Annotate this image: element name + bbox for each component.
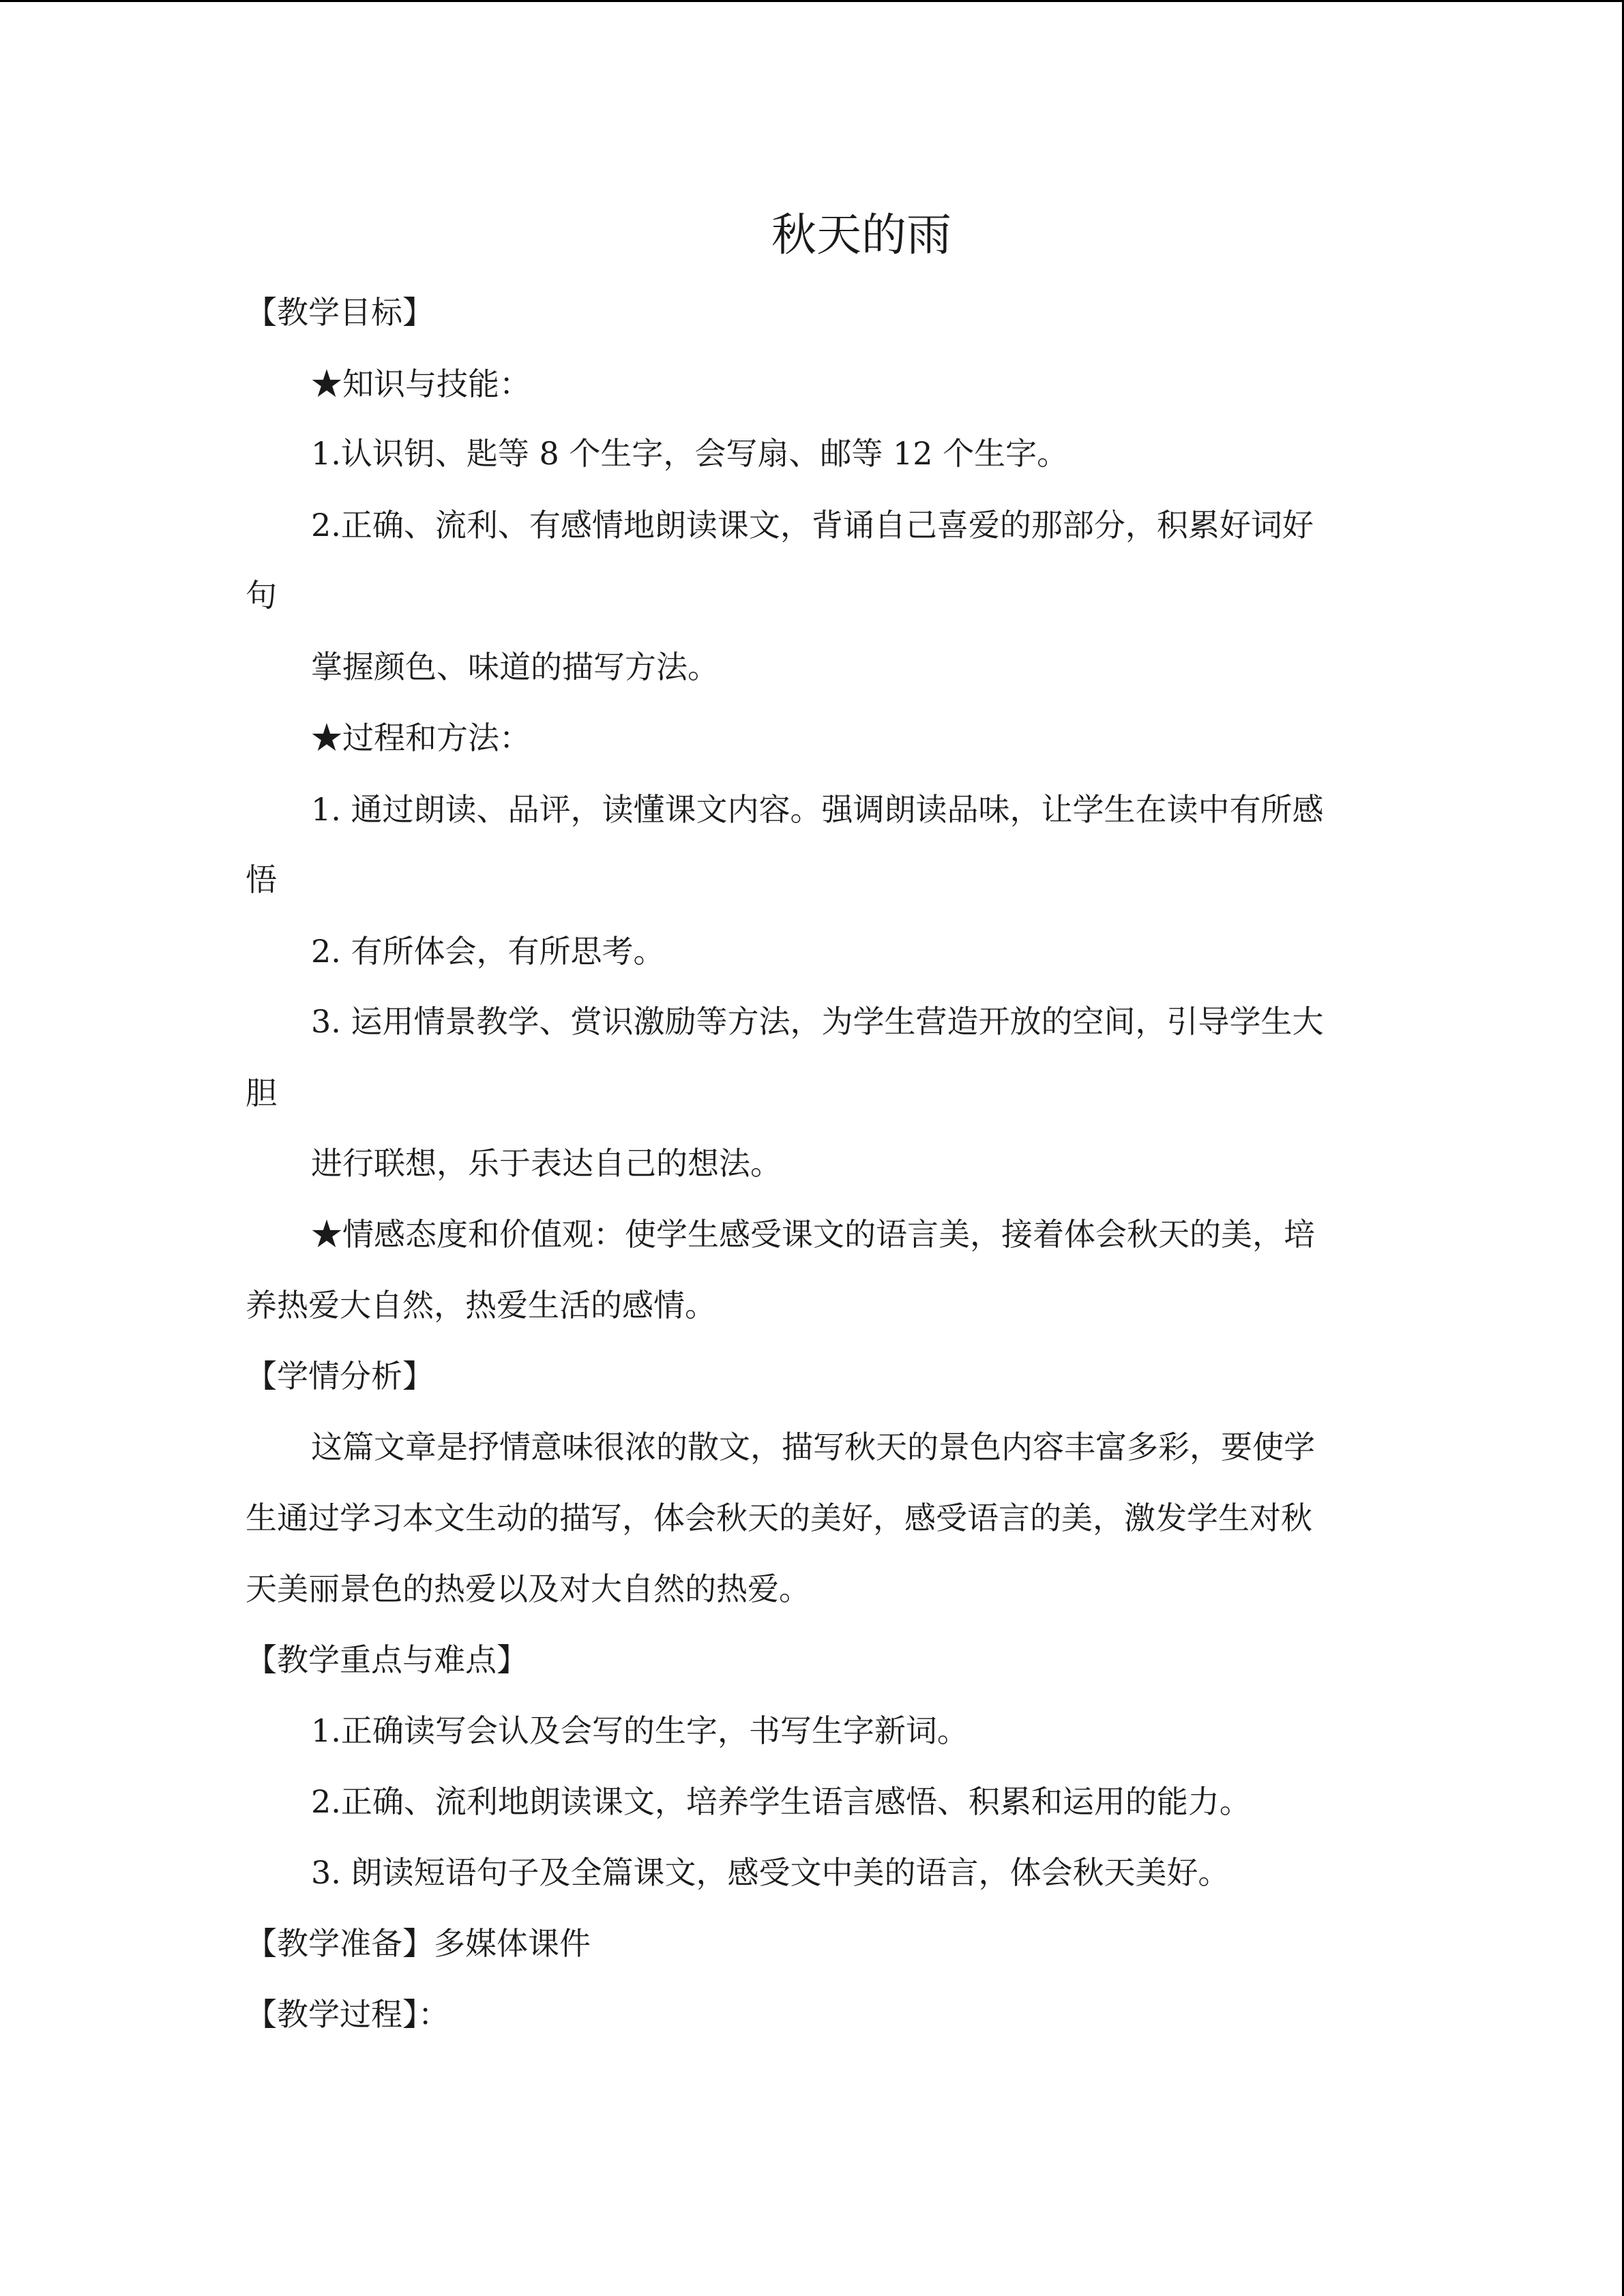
goal-item-continuation: 悟: [246, 861, 277, 898]
key-point-item: 3. 朗读短语句子及全篇课文，感受文中美的语言，体会秋天美好。: [311, 1854, 1230, 1891]
heading-teaching-preparation: 【教学准备】多媒体课件: [246, 1925, 591, 1962]
goal-item: 2. 有所体会，有所思考。: [311, 933, 665, 970]
page-top-border: [0, 0, 1624, 2]
heading-teaching-process: 【教学过程】：: [246, 1996, 449, 2033]
document-title: 秋天的雨: [771, 209, 951, 261]
analysis-paragraph-line: 天美丽景色的热爱以及对大自然的热爱。: [246, 1570, 810, 1607]
paragraph-continuation: 养热爱大自然，热爱生活的感情。: [246, 1287, 716, 1324]
analysis-paragraph-line: 生通过学习本文生动的描写，体会秋天的美好，感受语言的美，激发学生对秋: [246, 1500, 1312, 1536]
key-point-item: 2.正确、流利地朗读课文，培养学生语言感悟、积累和运用的能力。: [311, 1783, 1251, 1820]
subheading-process-methods: ★过程和方法：: [311, 719, 531, 756]
heading-key-points: 【教学重点与难点】: [246, 1641, 528, 1678]
goal-item: 1. 通过朗读、品评，读懂课文内容。强调朗读品味，让学生在读中有所感: [311, 791, 1324, 828]
heading-teaching-goals: 【教学目标】: [246, 294, 434, 331]
analysis-paragraph-line: 这篇文章是抒情意味很浓的散文，描写秋天的景色内容丰富多彩，要使学: [311, 1429, 1315, 1465]
goal-item-continuation: 句: [246, 577, 277, 614]
goal-item-continuation: 进行联想，乐于表达自己的想法。: [311, 1145, 782, 1182]
goal-item: 2.正确、流利、有感情地朗读课文，背诵自己喜爱的那部分，积累好词好: [311, 507, 1314, 543]
goal-item: 3. 运用情景教学、赏识激励等方法，为学生营造开放的空间，引导学生大: [311, 1003, 1324, 1040]
key-point-item: 1.正确读写会认及会写的生字，书写生字新词。: [311, 1712, 969, 1749]
goal-item-continuation: 胆: [246, 1075, 277, 1112]
subheading-knowledge-skills: ★知识与技能：: [311, 366, 531, 402]
goal-item-continuation: 掌握颜色、味道的描写方法。: [311, 648, 719, 685]
goal-item: 1.认识钥、匙等 8 个生字，会写扇、邮等 12 个生字。: [311, 435, 1069, 472]
heading-learning-analysis: 【学情分析】: [246, 1358, 434, 1395]
subheading-emotion-values: ★情感态度和价值观：使学生感受课文的语言美，接着体会秋天的美，培: [311, 1216, 1315, 1253]
